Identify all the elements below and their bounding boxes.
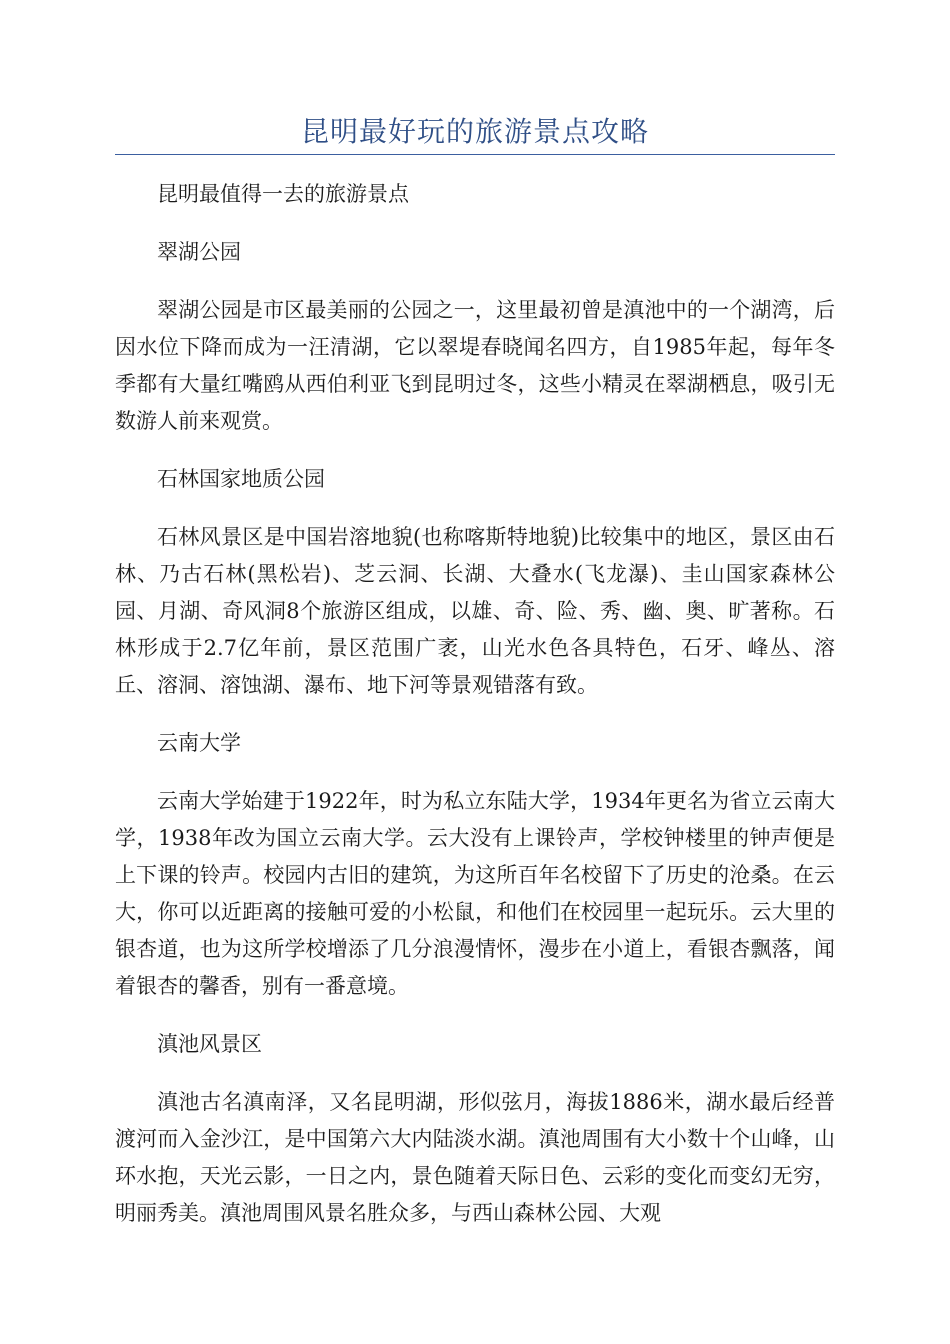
paragraph-cuihu: 翠湖公园是市区最美丽的公园之一，这里最初曾是滇池中的一个湖湾，后因水位下降而成为一汪清湖，它以翠堤春晓闻名四方，自1985年起，每年冬季都有大量红嘴鸥从西伯利亚飞到昆明过冬，这些小精灵在翠湖栖息，吸引无数游人前来观赏。 xyxy=(115,298,835,433)
title-underline xyxy=(115,154,835,155)
section-intro-heading: 昆明最值得一去的旅游景点 xyxy=(157,182,409,206)
section-heading-cuihu: 翠湖公园 xyxy=(157,240,241,264)
document-body xyxy=(115,176,835,1253)
document-title: 昆明最好玩的旅游景点攻略 xyxy=(300,115,649,148)
paragraph-yunnan-university: 云南大学始建于1922年，时为私立东陆大学，1934年更名为省立云南大学，1938年改为国立云南大学。云大没有上课铃声，学校钟楼里的钟声便是上下课的铃声。校园内古旧的建筑，为这所百年名校留下了历史的沧桑。在云大，你可以近距离的接触可爱的小松鼠，和他们在校园里一起玩乐。云大里的银杏道，也为这所学校增添了几分浪漫情怀，漫步在小道上，看银杏飘落，闻着银杏的馨香，别有一番意境。 xyxy=(115,789,835,998)
section-heading-yunnan-university: 云南大学 xyxy=(157,731,241,755)
paragraph-shilin: 石林风景区是中国岩溶地貌(也称喀斯特地貌)比较集中的地区，景区由石林、乃古石林(黑松岩)、芝云洞、长湖、大叠水(飞龙瀑)、圭山国家森林公园、月湖、奇风洞8个旅游区组成，以雄、奇、险、秀、幽、奥、旷著称。石林形成于2.7亿年前，景区范围广袤，山光水色各具特色，石牙、峰丛、溶丘、溶洞、溶蚀湖、瀑布、地下河等景观错落有致。 xyxy=(115,525,835,697)
paragraph-dianchi: 滇池古名滇南泽，又名昆明湖，形似弦月，海拔1886米，湖水最后经普渡河而入金沙江，是中国第六大内陆淡水湖。滇池周围有大小数十个山峰，山环水抱，天光云影，一日之内，景色随着天际日色、云彩的变化而变幻无穷，明丽秀美。滇池周围风景名胜众多，与西山森林公园、大观 xyxy=(115,1090,835,1225)
section-heading-shilin: 石林国家地质公园 xyxy=(157,467,325,491)
section-heading-dianchi: 滇池风景区 xyxy=(157,1032,262,1056)
